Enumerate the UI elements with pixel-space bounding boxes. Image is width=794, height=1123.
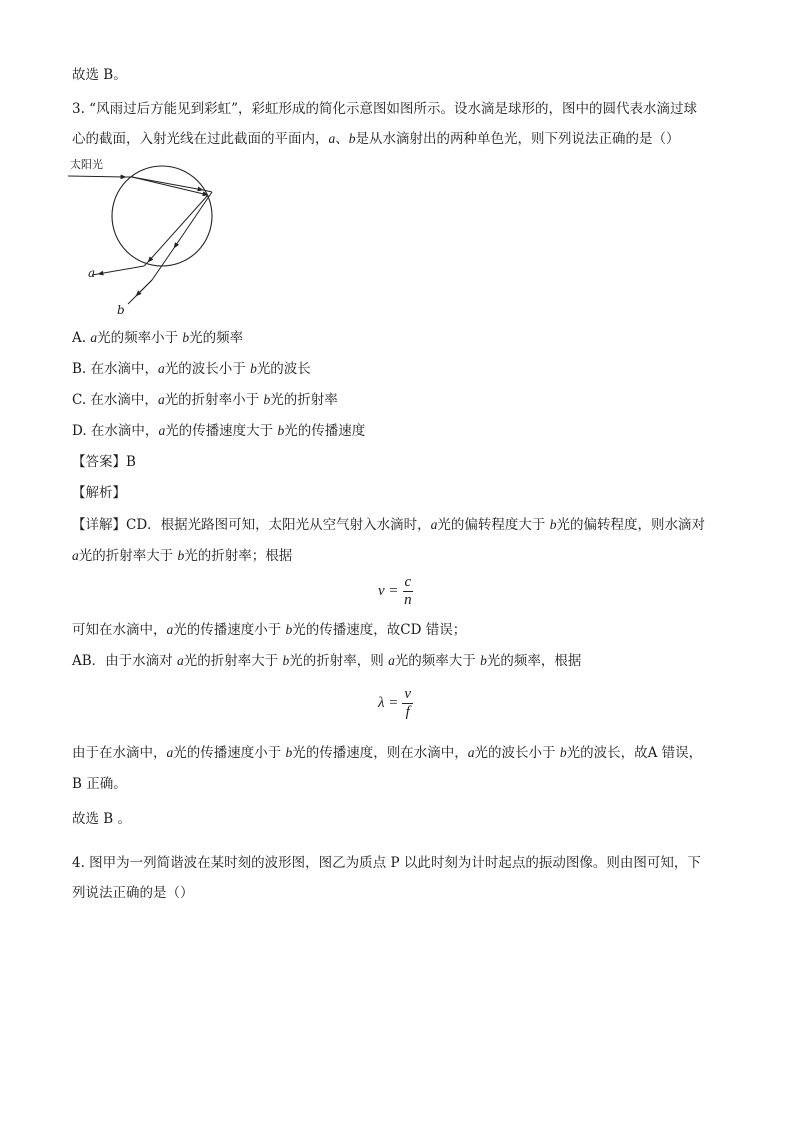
- q3-option-d: D. 在水滴中，a光的传播速度大于 b光的传播速度: [72, 423, 366, 439]
- detail-line1: 【详解】CD．根据光路图可知，太阳光从空气射入水滴时，a光的偏转程度大于 b光的偏转程度，则水滴对: [72, 517, 705, 533]
- outgoing-ray-a: [98, 266, 144, 274]
- answer-value: B: [126, 454, 136, 470]
- detail-line6: B 正确。: [72, 776, 127, 792]
- q2-conclusion: 故选 B。: [72, 67, 127, 83]
- ray-a-label: a: [88, 266, 96, 280]
- q3-option-b: B. 在水滴中，a光的波长小于 b光的波长: [72, 361, 311, 377]
- incoming-ray: [68, 176, 126, 177]
- detail-line5: 由于在水滴中，a光的传播速度小于 b光的传播速度，则在水滴中，a光的波长小于 b光的波长，故A 错误，: [72, 745, 703, 761]
- reflected-ray-a: [148, 195, 208, 262]
- q3-stem-line2: 心的截面，入射光线在过此截面的平面内，a、b是从水滴射出的两种单色光，则下列说法正确的是（）: [72, 131, 680, 147]
- q4-stem-line2: 列说法正确的是（）: [72, 885, 194, 901]
- answer-line: 【答案】B: [72, 454, 136, 470]
- answer-tag: 答案: [85, 454, 113, 470]
- q3-option-c: C. 在水滴中，a光的折射率小于 b光的折射率: [72, 392, 338, 408]
- q3-stem-line1: 3. “风雨过后方能见到彩虹”，彩虹形成的简化示意图如图所示。设水滴是球形的，图中的圆代表水滴过球: [72, 101, 697, 117]
- detail-line4: AB．由于水滴对 a光的折射率大于 b光的折射率，则 a光的频率大于 b光的频率，根据: [72, 653, 582, 669]
- q4-stem-line1: 4. 图甲为一列简谐波在某时刻的波形图，图乙为质点 P 以此时刻为计时起点的振动图像。则由图可知，下: [72, 855, 701, 871]
- detail-line3: 可知在水滴中，a光的传播速度小于 b光的传播速度，故CD 错误；: [72, 622, 467, 638]
- water-droplet-circle: [112, 166, 212, 266]
- refracted-ray-2: [132, 177, 203, 190]
- q3-conclusion: 故选 B 。: [72, 811, 132, 827]
- analysis-heading: 【解析】: [72, 485, 126, 501]
- q3-option-a: A. a光的频率小于 b光的频率: [72, 330, 244, 346]
- sunlight-label: 太阳光: [70, 158, 103, 171]
- detail-line2: a光的折射率大于 b光的折射率；根据: [72, 548, 293, 564]
- formula-lambda-equals-v-over-f: λ = $\frac{v}{f}$: [378, 686, 412, 720]
- formula-v-equals-c-over-n: v = $\frac{c}{n}$: [378, 574, 412, 608]
- ray-b-label: b: [117, 303, 125, 317]
- rainbow-droplet-diagram: [66, 152, 236, 322]
